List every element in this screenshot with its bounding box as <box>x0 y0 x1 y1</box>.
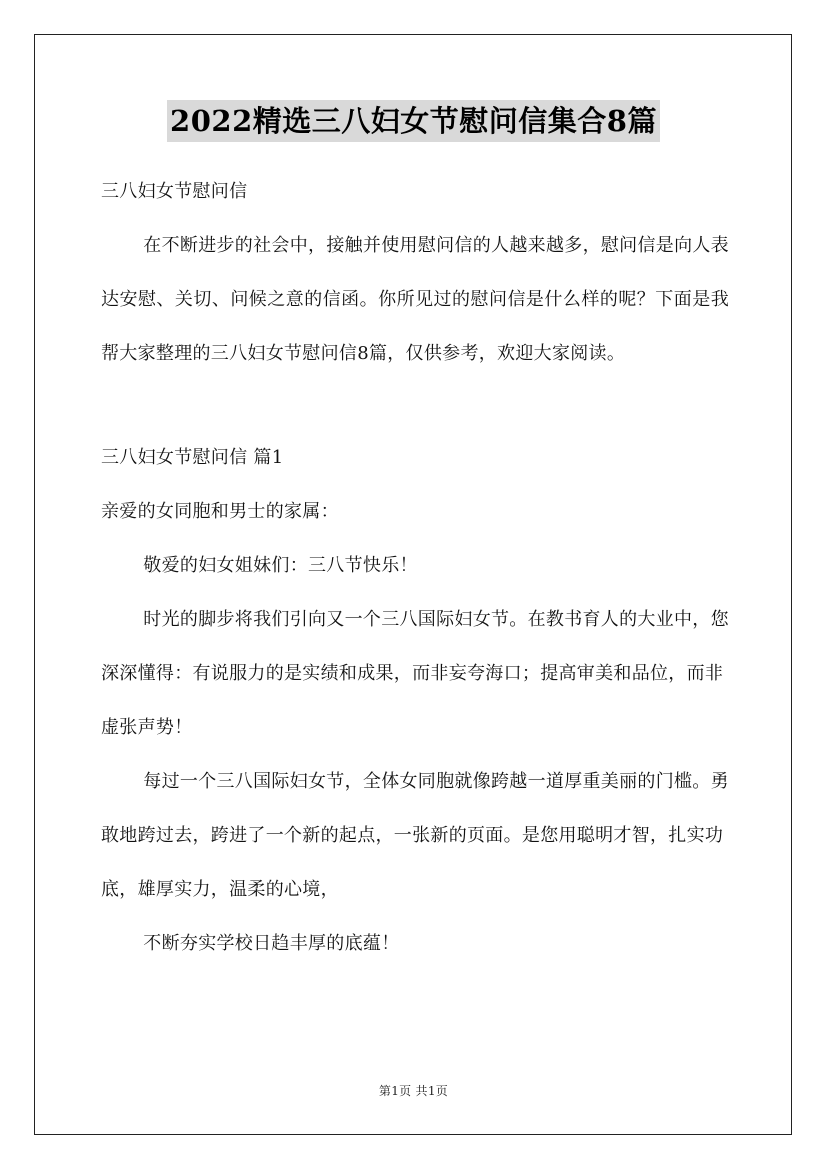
letter-paragraph: 不断夯实学校日趋丰厚的底蕴！ <box>143 933 400 954</box>
letter-heading: 三八妇女节慰问信 篇1 <box>101 447 284 468</box>
intro-paragraph: 在不断进步的社会中，接触并使用慰问信的人越来越多，慰问信是向人表达安慰、关切、问候之意的信函。你所见过的慰问信是什么样的呢？下面是我帮大家整理的三八妇女节慰问信8篇，仅供参考，欢迎大家阅读。 <box>101 235 729 364</box>
paragraph-gap <box>101 381 729 431</box>
letter-paragraph: 时光的脚步将我们引向又一个三八国际妇女节。在教书育人的大业中，您深深懂得：有说服力的是实绩和成果，而非妄夸海口；提高审美和品位，而非虚张声势！ <box>101 609 729 738</box>
section-heading: 三八妇女节慰问信 <box>101 181 248 202</box>
document-body <box>101 165 729 971</box>
document-title: 2022精选三八妇女节慰问信集合8篇 <box>167 100 660 142</box>
title-container <box>0 100 827 142</box>
letter-greeting: 敬爱的妇女姐妹们：三八节快乐！ <box>143 555 418 576</box>
page-number: 第1页 共1页 <box>378 1084 449 1098</box>
letter-salutation: 亲爱的女同胞和男士的家属： <box>101 501 339 522</box>
letter-paragraph: 每过一个三八国际妇女节，全体女同胞就像跨越一道厚重美丽的门槛。勇敢地跨过去，跨进了一个新的起点，一张新的页面。是您用聪明才智，扎实功底，雄厚实力，温柔的心境， <box>101 771 729 900</box>
